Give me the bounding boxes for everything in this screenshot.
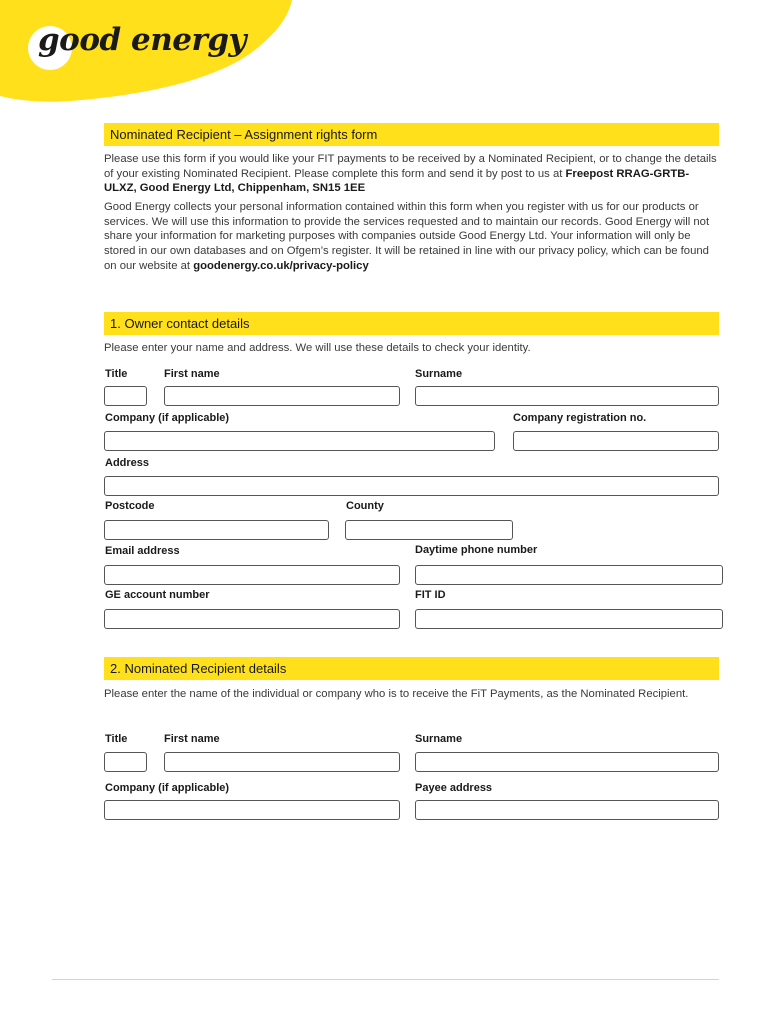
recipient-surname-field[interactable] [415,752,719,772]
owner-surname-field[interactable] [415,386,719,406]
section-1-instructions: Please enter your name and address. We will use these details to check your identity. [104,342,531,354]
intro-paragraph-2 [104,200,719,274]
owner-company-label: Company (if applicable) [105,412,230,424]
recipient-title-label: Title [105,733,128,745]
footer-divider [52,979,719,980]
intro-text-1: Please use this form if you would like your FIT payments to be received by a Nominated Recipient, or to change the details of your existing Nominated Recipient. Please complete this form and send it by post to us at [104,153,717,180]
payee-address-label: Payee address [415,782,493,794]
fit-id-field[interactable] [415,609,723,629]
owner-email-label: Email address [105,545,180,557]
intro-paragraph-1 [104,152,719,196]
owner-title-field[interactable] [104,386,147,406]
recipient-first-name-field[interactable] [164,752,400,772]
owner-county-field[interactable] [345,520,513,540]
owner-company-reg-field[interactable] [513,431,719,451]
owner-address-field[interactable] [104,476,719,496]
ge-account-field[interactable] [104,609,400,629]
recipient-surname-label: Surname [415,733,463,745]
owner-address-label: Address [105,457,150,469]
owner-surname-label: Surname [415,368,463,380]
section-1-heading: 1. Owner contact details [104,312,719,335]
owner-postcode-label: Postcode [105,500,155,512]
postal-address: Freepost RRAG-GRTB-ULXZ, Good Energy Ltd, Chippenham, SN15 1EE [104,167,690,195]
brand-logo: good energy [38,22,247,58]
owner-postcode-field[interactable] [104,520,329,540]
section-2-heading: 2. Nominated Recipient details [104,657,719,680]
form-title: Nominated Recipient – Assignment rights form [104,123,719,146]
owner-phone-label: Daytime phone number [415,544,538,556]
owner-email-field[interactable] [104,565,400,585]
owner-county-label: County [346,500,384,512]
owner-first-name-label: First name [164,368,220,380]
ge-account-label: GE account number [105,589,210,601]
section-2-instructions: Please enter the name of the individual or company who is to receive the FiT Payments, as the Nominated Recipient. [104,688,689,700]
recipient-first-name-label: First name [164,733,220,745]
privacy-policy-link[interactable]: goodenergy.co.uk/privacy-policy [193,259,369,272]
owner-company-reg-label: Company registration no. [513,412,647,424]
owner-company-field[interactable] [104,431,495,451]
owner-phone-field[interactable] [415,565,723,585]
recipient-company-label: Company (if applicable) [105,782,230,794]
payee-address-field[interactable] [415,800,719,820]
owner-first-name-field[interactable] [164,386,400,406]
privacy-text: Good Energy collects your personal information contained within this form when you register with us for our products or services. We will use this information to provide the services requested and to maintain our records. Good Energy will not share your information for marketing purposes with companies outside Good Energy Ltd. Your information will only be stored in our own databases and on Ofgem’s register. It will be retained in line with our privacy policy, which can be found on our website at [104,201,710,272]
recipient-company-field[interactable] [104,800,400,820]
recipient-title-field[interactable] [104,752,147,772]
owner-title-label: Title [105,368,128,380]
fit-id-label: FIT ID [415,589,446,601]
